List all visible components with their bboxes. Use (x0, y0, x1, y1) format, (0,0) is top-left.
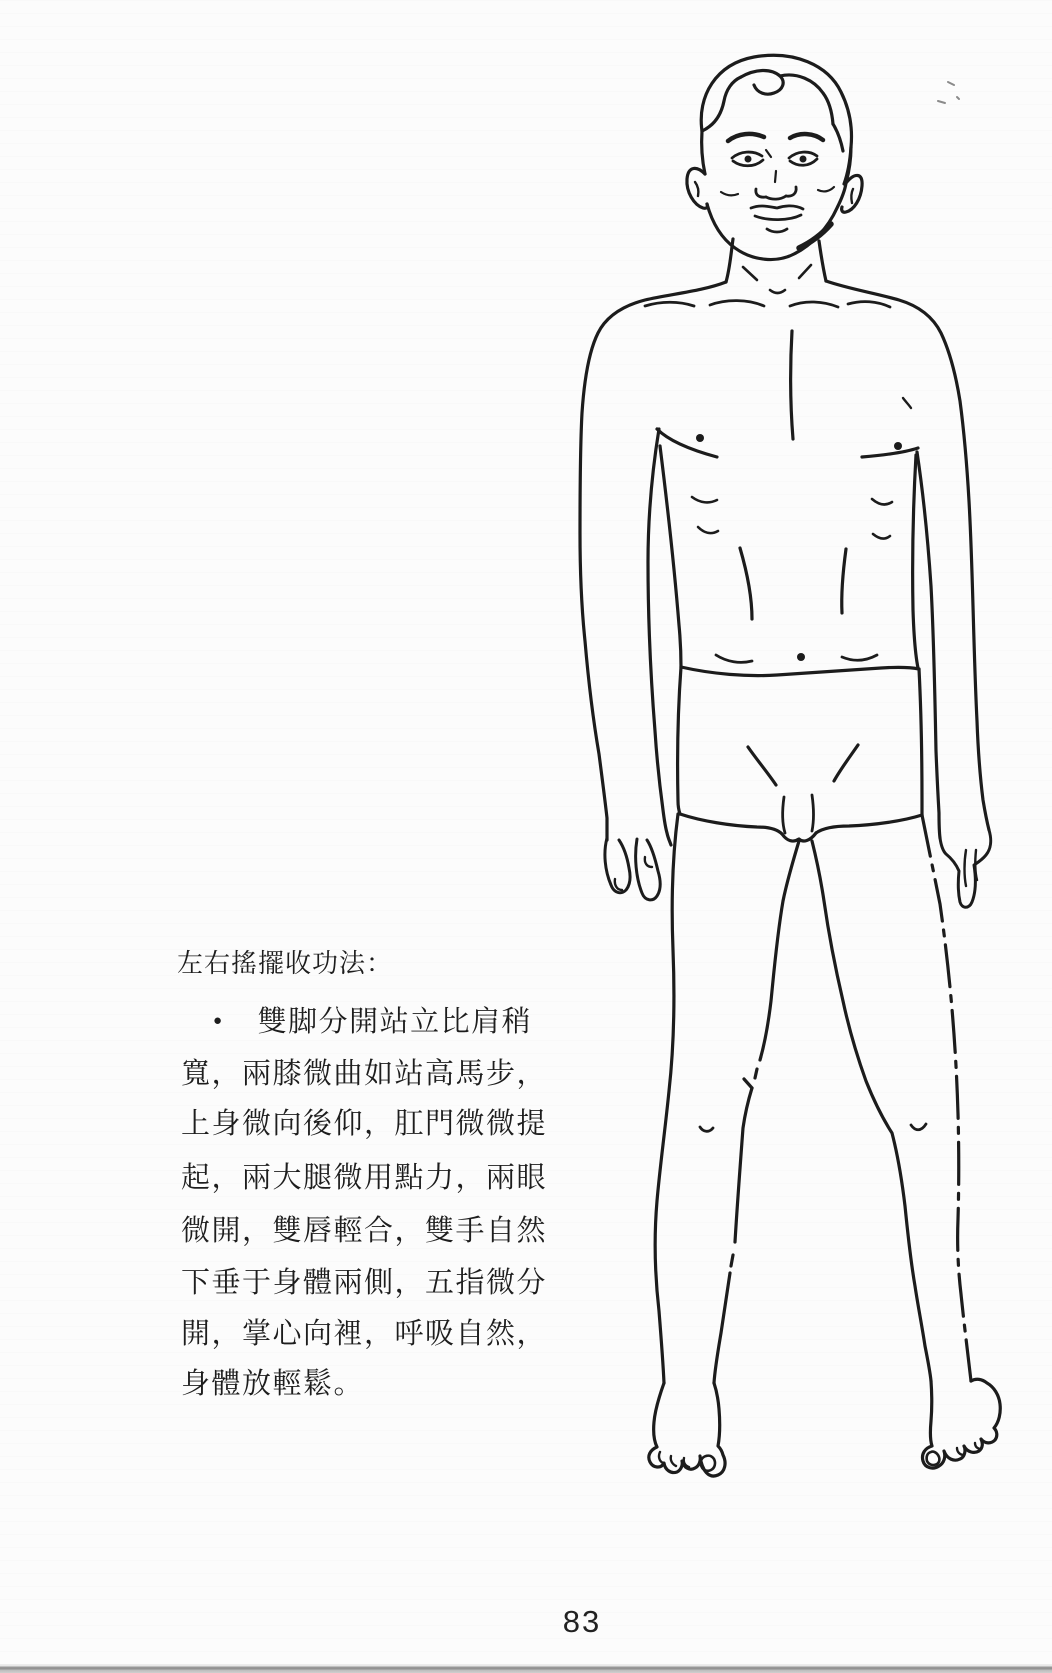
paragraph-line: 下垂于身體兩側，五指微分 (181, 1267, 548, 1299)
scan-specks (938, 82, 959, 103)
page-edge-shadow (0, 1664, 1052, 1673)
paragraph-line: 起，兩大腿微用點力，兩眼 (181, 1162, 548, 1194)
arms (580, 281, 989, 845)
section-heading: 左右搖擺收功法： (177, 949, 394, 978)
paragraph-line: 寬，兩膝微曲如站高馬步， (181, 1058, 548, 1090)
feet (649, 1379, 1000, 1476)
page-number: 83 (562, 1604, 602, 1639)
paragraph-line: 開，掌心向裡，呼吸自然， (181, 1318, 548, 1350)
legs (655, 814, 971, 1383)
paragraph-line (213, 1008, 532, 1037)
bullet-icon: ● (213, 1013, 224, 1029)
paragraph-line: 上身微向後仰，肛門微微提 (181, 1108, 548, 1140)
torso (657, 331, 918, 668)
shorts (678, 667, 922, 841)
ears (687, 168, 862, 212)
neck-shoulders (645, 239, 890, 307)
paragraph-line: 身體放輕鬆。 (181, 1368, 365, 1400)
face-features (721, 134, 834, 248)
paragraph-line: 微開，雙唇輕合，雙手自然 (181, 1215, 548, 1247)
paragraph-line-text: 雙脚分開站立比肩稍 (257, 1006, 533, 1038)
